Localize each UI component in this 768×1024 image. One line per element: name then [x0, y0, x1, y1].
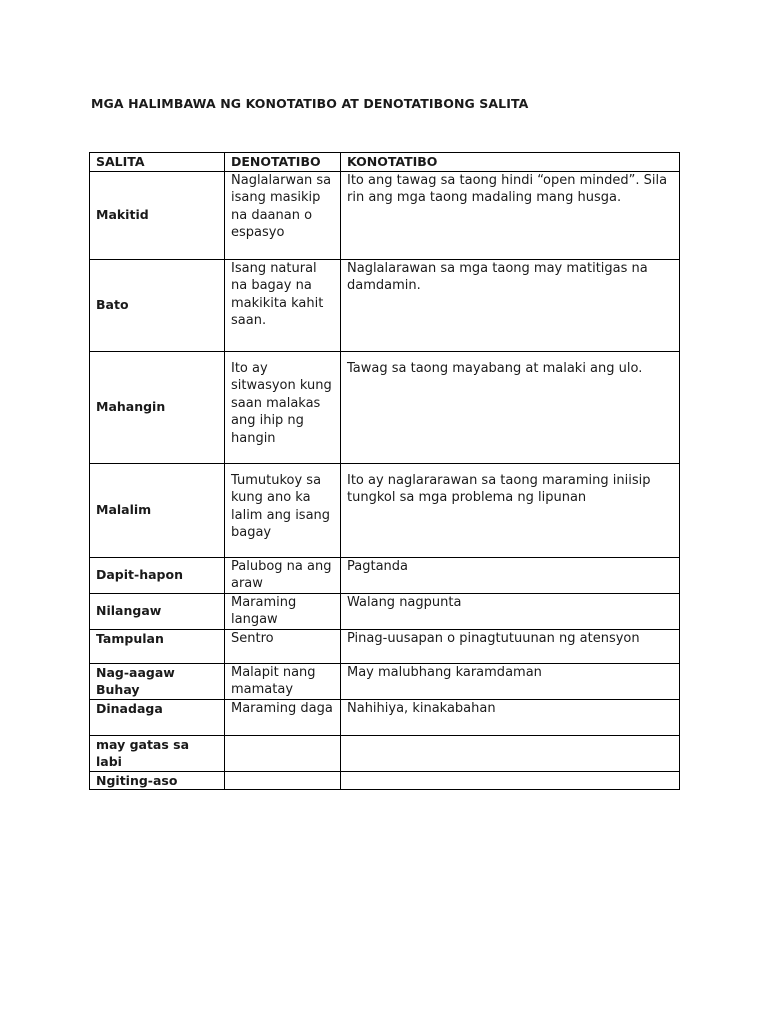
- table-row: [90, 699, 680, 735]
- header-denotatibo: DENOTATIBO: [225, 153, 341, 172]
- denotative-cell: Naglalarwan sa isang masikip na daanan o espasyo: [225, 171, 341, 259]
- page-title: MGA HALIMBAWA NG KONOTATIBO AT DENOTATIBONG SALITA: [91, 96, 529, 111]
- table-header-row: [90, 153, 680, 172]
- table-row: [90, 593, 680, 629]
- header-salita: SALITA: [90, 153, 225, 172]
- word-cell: Tampulan: [90, 629, 225, 663]
- table-row: [90, 663, 680, 699]
- word-cell: Mahangin: [90, 351, 225, 463]
- connotative-cell: Walang nagpunta: [341, 593, 680, 629]
- connotative-cell: May malubhang karamdaman: [341, 663, 680, 699]
- table-row: [90, 351, 680, 463]
- connotative-cell: [341, 771, 680, 790]
- table-row: [90, 259, 680, 351]
- connotative-cell: Tawag sa taong mayabang at malaki ang ulo.: [341, 351, 680, 463]
- word-cell: Malalim: [90, 463, 225, 557]
- denotative-cell: Maraming daga: [225, 699, 341, 735]
- word-cell: Dinadaga: [90, 699, 225, 735]
- word-cell: Bato: [90, 259, 225, 351]
- word-cell: may gatas sa labi: [90, 735, 225, 771]
- table-row: [90, 463, 680, 557]
- connotative-cell: [341, 735, 680, 771]
- word-meaning-table: [89, 152, 680, 790]
- connotative-cell: Ito ang tawag sa taong hindi “open minded”. Sila rin ang mga taong madaling mang husga.: [341, 171, 680, 259]
- word-cell: Nag-aagaw Buhay: [90, 663, 225, 699]
- table-row: [90, 557, 680, 593]
- table-row: [90, 171, 680, 259]
- word-cell: Makitid: [90, 171, 225, 259]
- connotative-cell: Nahihiya, kinakabahan: [341, 699, 680, 735]
- denotative-cell: Isang natural na bagay na makikita kahit saan.: [225, 259, 341, 351]
- denotative-cell: Sentro: [225, 629, 341, 663]
- connotative-cell: Pinag-uusapan o pinagtutuunan ng atensyon: [341, 629, 680, 663]
- connotative-cell: Naglalarawan sa mga taong may matitigas na damdamin.: [341, 259, 680, 351]
- denotative-cell: Malapit nang mamatay: [225, 663, 341, 699]
- connotative-cell: Ito ay naglararawan sa taong maraming iniisip tungkol sa mga problema ng lipunan: [341, 463, 680, 557]
- denotative-cell: Tumutukoy sa kung ano ka lalim ang isang bagay: [225, 463, 341, 557]
- word-cell: Ngiting-aso: [90, 771, 225, 790]
- denotative-cell: Maraming langaw: [225, 593, 341, 629]
- header-konotatibo: KONOTATIBO: [341, 153, 680, 172]
- table-row: [90, 771, 680, 790]
- table-row: [90, 735, 680, 771]
- denotative-cell: [225, 735, 341, 771]
- denotative-cell: [225, 771, 341, 790]
- denotative-cell: Palubog na ang araw: [225, 557, 341, 593]
- word-cell: Dapit-hapon: [90, 557, 225, 593]
- word-cell: Nilangaw: [90, 593, 225, 629]
- table-row: [90, 629, 680, 663]
- denotative-cell: Ito ay sitwasyon kung saan malakas ang ihip ng hangin: [225, 351, 341, 463]
- connotative-cell: Pagtanda: [341, 557, 680, 593]
